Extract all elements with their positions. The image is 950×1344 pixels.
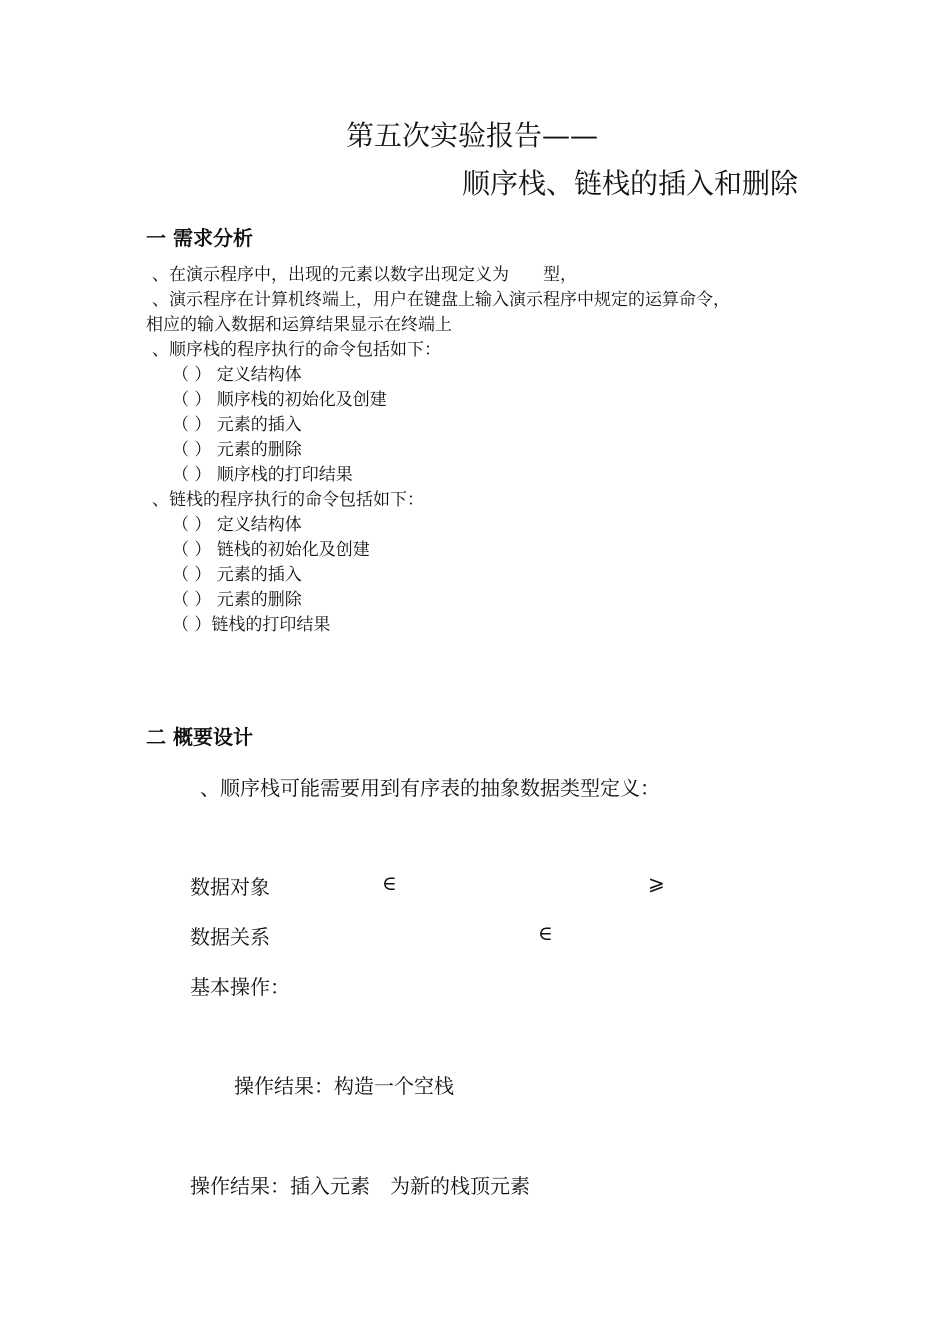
title-line-1: 第五次实验报告—— [346, 119, 599, 152]
section-1-heading: 一 需求分析 [146, 226, 253, 250]
req-item-10: （ ）链栈的打印结果 [172, 615, 331, 635]
req-item-2: （ ） 顺序栈的初始化及创建 [172, 390, 387, 410]
data-object-symbol-geq: ⩾ [648, 871, 665, 895]
req-item-4: （ ） 元素的删除 [172, 440, 302, 460]
data-relation-symbol-in: ∈ [538, 921, 553, 945]
req-item-1: （ ） 定义结构体 [172, 365, 302, 385]
section-2-heading: 二 概要设计 [146, 725, 253, 749]
req-line-2: 、演示程序在计算机终端上，用户在键盘上输入演示程序中规定的运算命令， [152, 290, 730, 310]
operation-result-push: 操作结果：插入元素 为新的栈顶元素 [190, 1174, 530, 1198]
req-item-3: （ ） 元素的插入 [172, 415, 302, 435]
operation-result-init: 操作结果：构造一个空栈 [234, 1074, 454, 1098]
data-object-label: 数据对象 [190, 875, 270, 899]
req-item-5: （ ） 顺序栈的打印结果 [172, 465, 353, 485]
req-item-7: （ ） 链栈的初始化及创建 [172, 540, 370, 560]
data-relation-label: 数据关系 [190, 925, 270, 949]
req-item-6: （ ） 定义结构体 [172, 515, 302, 535]
req-item-9: （ ） 元素的删除 [172, 590, 302, 610]
req-item-8: （ ） 元素的插入 [172, 565, 302, 585]
req-line-5: 、链栈的程序执行的命令包括如下： [152, 490, 424, 510]
design-intro: 、顺序栈可能需要用到有序表的抽象数据类型定义： [200, 776, 660, 800]
data-object-symbol-in: ∈ [382, 871, 397, 895]
req-line-3: 相应的输入数据和运算结果显示在终端上 [146, 315, 452, 335]
req-line-4: 、顺序栈的程序执行的命令包括如下： [152, 340, 441, 360]
title-line-2: 顺序栈、链栈的插入和删除 [462, 167, 799, 200]
basic-operations-label: 基本操作： [190, 975, 290, 999]
req-line-1: 、在演示程序中，出现的元素以数字出现定义为 型， [152, 265, 577, 285]
